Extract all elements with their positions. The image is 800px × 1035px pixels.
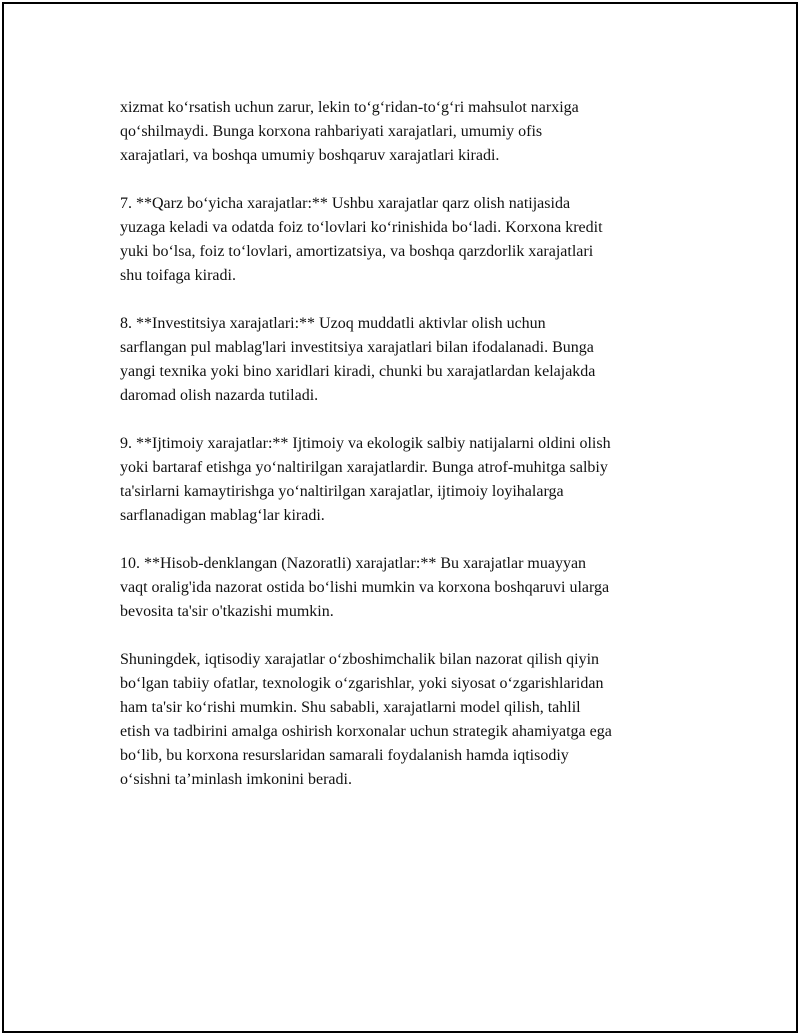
text-line: sarflanadigan mablag‘lar kiradi. [120, 507, 325, 524]
paragraph-debt-expenses [120, 192, 700, 288]
text-line: bo‘lib, bu korxona resurslaridan samarali foydalanish hamda iqtisodiy [120, 747, 569, 764]
text-line: o‘sishni ta’minlash imkonini beradi. [120, 771, 352, 788]
document-page [2, 2, 798, 1033]
text-line: shu toifaga kiradi. [120, 267, 236, 284]
text-line: yangi texnika yoki bino xaridlari kiradi, chunki bu xarajatlardan kelajakda [120, 363, 596, 380]
text-line: bo‘lgan tabiiy ofatlar, texnologik o‘zgarishlar, yoki siyosat o‘zgarishlaridan [120, 675, 604, 692]
text-line: 9. **Ijtimoiy xarajatlar:** Ijtimoiy va ekologik salbiy natijalarni oldini olish [120, 435, 611, 452]
text-line: yoki bartaraf etishga yo‘naltirilgan xarajatlardir. Bunga atrof-muhitga salbiy [120, 459, 608, 476]
text-line: 7. **Qarz bo‘yicha xarajatlar:** Ushbu xarajatlar qarz olish natijasida [120, 195, 571, 212]
text-line: ham ta'sir ko‘rishi mumkin. Shu sababli, xarajatlarni model qilish, tahlil [120, 699, 581, 716]
paragraph-overhead-continuation [120, 96, 700, 168]
paragraph-conclusion [120, 648, 700, 792]
text-line: sarflangan pul mablag'lari investitsiya xarajatlari bilan ifodalanadi. Bunga [120, 339, 594, 356]
text-line: 8. **Investitsiya xarajatlari:** Uzoq muddatli aktivlar olish uchun [120, 315, 546, 332]
text-line: bevosita ta'sir o'tkazishi mumkin. [120, 603, 334, 620]
text-line: daromad olish nazarda tutiladi. [120, 387, 319, 404]
text-line: vaqt oralig'ida nazorat ostida bo‘lishi mumkin va korxona boshqaruvi ularga [120, 579, 610, 596]
paragraph-social-expenses [120, 432, 700, 528]
text-line: yuki bo‘lsa, foiz to‘lovlari, amortizatsiya, va boshqa qarzdorlik xarajatlari [120, 243, 594, 260]
text-line: ta'sirlarni kamaytirishga yo‘naltirilgan xarajatlar, ijtimoiy loyihalarga [120, 483, 564, 500]
text-line: xarajatlari, va boshqa umumiy boshqaruv xarajatlari kiradi. [120, 147, 500, 164]
paragraph-controlled-expenses [120, 552, 700, 624]
document-body [120, 96, 700, 816]
text-line: xizmat ko‘rsatish uchun zarur, lekin to‘g‘ridan-to‘g‘ri mahsulot narxiga [120, 99, 579, 116]
text-line: 10. **Hisob-denklangan (Nazoratli) xarajatlar:** Bu xarajatlar muayyan [120, 555, 587, 572]
text-line: yuzaga keladi va odatda foiz to‘lovlari ko‘rinishida bo‘ladi. Korxona kredit [120, 219, 603, 236]
text-line: qo‘shilmaydi. Bunga korxona rahbariyati xarajatlari, umumiy ofis [120, 123, 543, 140]
paragraph-investment-expenses [120, 312, 700, 408]
text-line: etish va tadbirini amalga oshirish korxonalar uchun strategik ahamiyatga ega [120, 723, 612, 740]
text-line: Shuningdek, iqtisodiy xarajatlar o‘zboshimchalik bilan nazorat qilish qiyin [120, 651, 600, 668]
